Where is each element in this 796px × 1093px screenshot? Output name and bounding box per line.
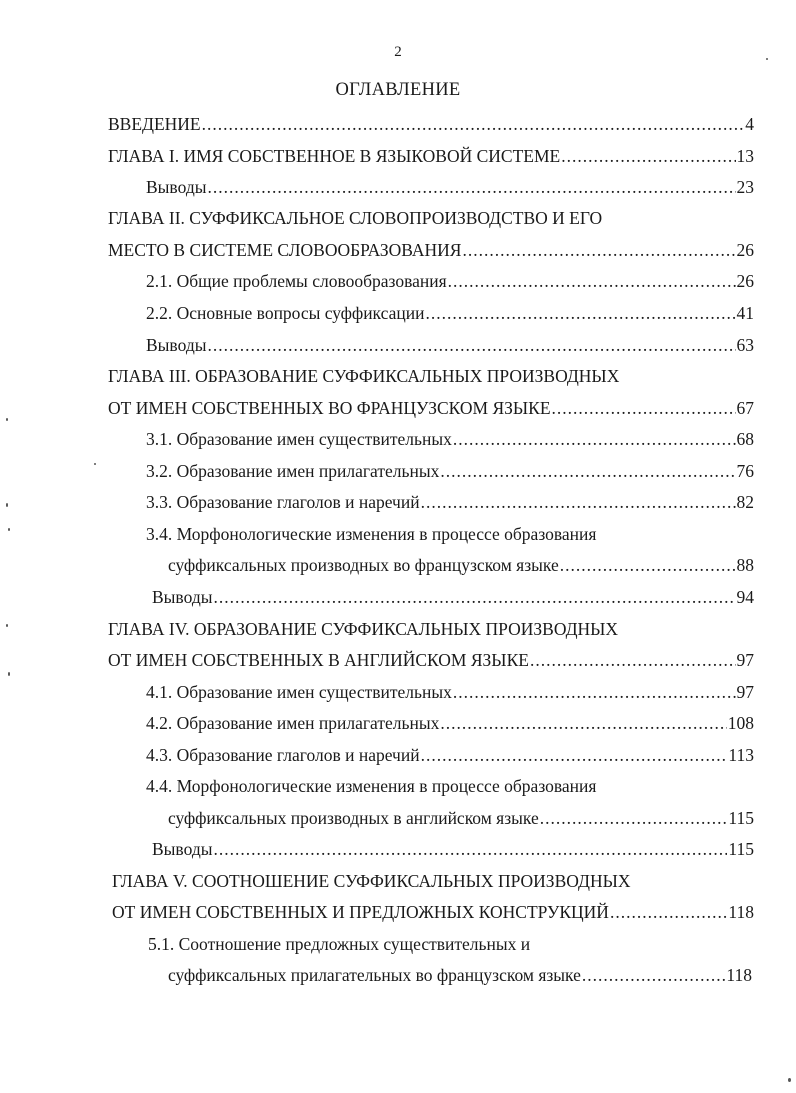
toc-entry-page: 115 <box>728 808 754 828</box>
toc-entry-label: ОТ ИМЕН СОБСТВЕННЫХ И ПРЕДЛОЖНЫХ КОНСТРУКЦИЙ <box>112 902 609 922</box>
toc-entry-2-2 <box>146 302 754 324</box>
dot-leader <box>202 113 745 135</box>
toc-entry-4-2 <box>146 712 754 734</box>
toc-entry-label: Выводы <box>152 587 213 607</box>
toc-entry-page: 97 <box>736 682 754 702</box>
toc-entry-page: 23 <box>736 177 754 197</box>
toc-entry-page: 108 <box>727 713 754 733</box>
toc-entry-conclusions-1 <box>146 176 754 198</box>
toc-entry-label: ГЛАВА I. ИМЯ СОБСТВЕННОЕ В ЯЗЫКОВОЙ СИСТЕМЕ <box>108 146 561 166</box>
dot-leader <box>213 838 727 860</box>
toc-entry-5-1 <box>168 964 752 986</box>
toc-entry-chapter-1 <box>108 145 754 167</box>
toc-entry-5-1-line-1: 5.1. Соотношение предложных существительных и <box>148 934 531 954</box>
toc-title: ОГЛАВЛЕНИЕ <box>335 80 461 100</box>
toc-entry-3-4-line-1: 3.4. Морфонологические изменения в процессе образования <box>146 524 597 544</box>
toc-entry-page: 118 <box>728 902 754 922</box>
toc-entry-page: 26 <box>736 271 754 291</box>
scan-speck <box>766 58 768 60</box>
toc-entry-chapter-2-line-1: ГЛАВА II. СУФФИКСАЛЬНОЕ СЛОВОПРОИЗВОДСТВО И ЕГО <box>108 208 603 228</box>
dot-leader <box>453 428 736 450</box>
toc-entry-page: 13 <box>736 146 754 166</box>
dot-leader <box>421 491 736 513</box>
toc-entry-page: 118 <box>726 965 752 985</box>
toc-entry-chapter-3 <box>108 397 754 419</box>
dot-leader <box>453 681 736 703</box>
toc-entry-label: 4.1. Образование имен существительных <box>146 682 452 702</box>
toc-entry-page: 76 <box>736 461 754 481</box>
toc-entry-label: суффиксальных прилагательных во французском языке <box>168 965 581 985</box>
toc-entry-label: суффиксальных производных в английском языке <box>168 808 539 828</box>
dot-leader <box>561 145 735 167</box>
dot-leader <box>610 901 727 923</box>
toc-entry-4-4-line-1: 4.4. Морфонологические изменения в процессе образования <box>146 776 597 796</box>
dot-leader <box>448 270 736 292</box>
toc-entry-page: 115 <box>728 839 754 859</box>
toc-entry-3-4 <box>168 554 754 576</box>
dot-leader <box>582 964 726 986</box>
toc-entry-label: 3.2. Образование имен прилагательных <box>146 461 440 481</box>
toc-entry-label: МЕСТО В СИСТЕМЕ СЛОВООБРАЗОВАНИЯ <box>108 240 462 260</box>
toc-entry-page: 97 <box>736 650 754 670</box>
toc-entry-page: 26 <box>736 240 754 260</box>
toc-entry-3-3 <box>146 491 754 513</box>
page-number: 2 <box>394 44 402 60</box>
toc-entry-4-4 <box>168 807 754 829</box>
toc-entry-conclusions-2 <box>146 334 754 356</box>
toc-entry-chapter-4 <box>108 649 754 671</box>
scan-speck <box>8 528 10 531</box>
dot-leader <box>552 397 736 419</box>
toc-entry-label: ВВЕДЕНИЕ <box>108 114 201 134</box>
toc-entry-label: Выводы <box>152 839 213 859</box>
toc-entry-label: Выводы <box>146 335 207 355</box>
toc-entry-page: 82 <box>736 492 754 512</box>
toc-entry-page: 94 <box>736 587 754 607</box>
dot-leader <box>207 334 735 356</box>
toc-entry-2-1 <box>146 270 754 292</box>
dot-leader <box>425 302 735 324</box>
scan-speck <box>6 418 8 421</box>
toc-entry-introduction <box>108 113 754 135</box>
dot-leader <box>462 239 735 261</box>
toc-entry-4-1 <box>146 681 754 703</box>
dot-leader <box>560 554 736 576</box>
toc-entry-3-1 <box>146 428 754 450</box>
toc-entry-label: ОТ ИМЕН СОБСТВЕННЫХ ВО ФРАНЦУЗСКОМ ЯЗЫКЕ <box>108 398 551 418</box>
toc-entry-page: 63 <box>736 335 754 355</box>
toc-entry-label: 3.3. Образование глаголов и наречий <box>146 492 420 512</box>
toc-entry-label: 2.2. Основные вопросы суффиксации <box>146 303 425 323</box>
toc-entry-chapter-4-line-1: ГЛАВА IV. ОБРАЗОВАНИЕ СУФФИКСАЛЬНЫХ ПРОИЗВОДНЫХ <box>108 619 619 639</box>
toc-entry-chapter-5-line-1: ГЛАВА V. СООТНОШЕНИЕ СУФФИКСАЛЬНЫХ ПРОИЗВОДНЫХ <box>112 871 631 891</box>
dot-leader <box>440 712 726 734</box>
toc-entry-page: 4 <box>745 114 754 134</box>
toc-entry-label: Выводы <box>146 177 207 197</box>
toc-entry-conclusions-4 <box>152 838 754 860</box>
toc-entry-label: ОТ ИМЕН СОБСТВЕННЫХ В АНГЛИЙСКОМ ЯЗЫКЕ <box>108 650 529 670</box>
toc-entry-4-3 <box>146 744 754 766</box>
toc-entry-page: 88 <box>736 555 754 575</box>
toc-entry-label: 4.3. Образование глаголов и наречий <box>146 745 420 765</box>
toc-entry-chapter-3-line-1: ГЛАВА III. ОБРАЗОВАНИЕ СУФФИКСАЛЬНЫХ ПРОИЗВОДНЫХ <box>108 366 620 386</box>
dot-leader <box>540 807 728 829</box>
toc-entry-3-2 <box>146 460 754 482</box>
dot-leader <box>213 586 735 608</box>
toc-entry-label: суффиксальных производных во французском языке <box>168 555 559 575</box>
toc-entry-conclusions-3 <box>152 586 754 608</box>
dot-leader <box>440 460 735 482</box>
scan-speck <box>94 463 96 465</box>
toc-entry-chapter-5 <box>112 901 754 923</box>
toc-entry-page: 67 <box>736 398 754 418</box>
toc-entry-page: 68 <box>736 429 754 449</box>
dot-leader <box>530 649 736 671</box>
toc-entry-label: 3.1. Образование имен существительных <box>146 429 452 449</box>
scan-speck <box>6 503 8 507</box>
toc-entry-chapter-2 <box>108 239 754 261</box>
toc-entry-page: 41 <box>736 303 754 323</box>
toc-entry-label: 2.1. Общие проблемы словообразования <box>146 271 447 291</box>
scan-speck <box>8 672 10 676</box>
toc-entry-page: 113 <box>728 745 754 765</box>
dot-leader <box>421 744 728 766</box>
toc-entry-label: 4.2. Образование имен прилагательных <box>146 713 440 733</box>
scan-speck <box>788 1078 791 1082</box>
scan-speck <box>6 624 8 627</box>
dot-leader <box>207 176 735 198</box>
